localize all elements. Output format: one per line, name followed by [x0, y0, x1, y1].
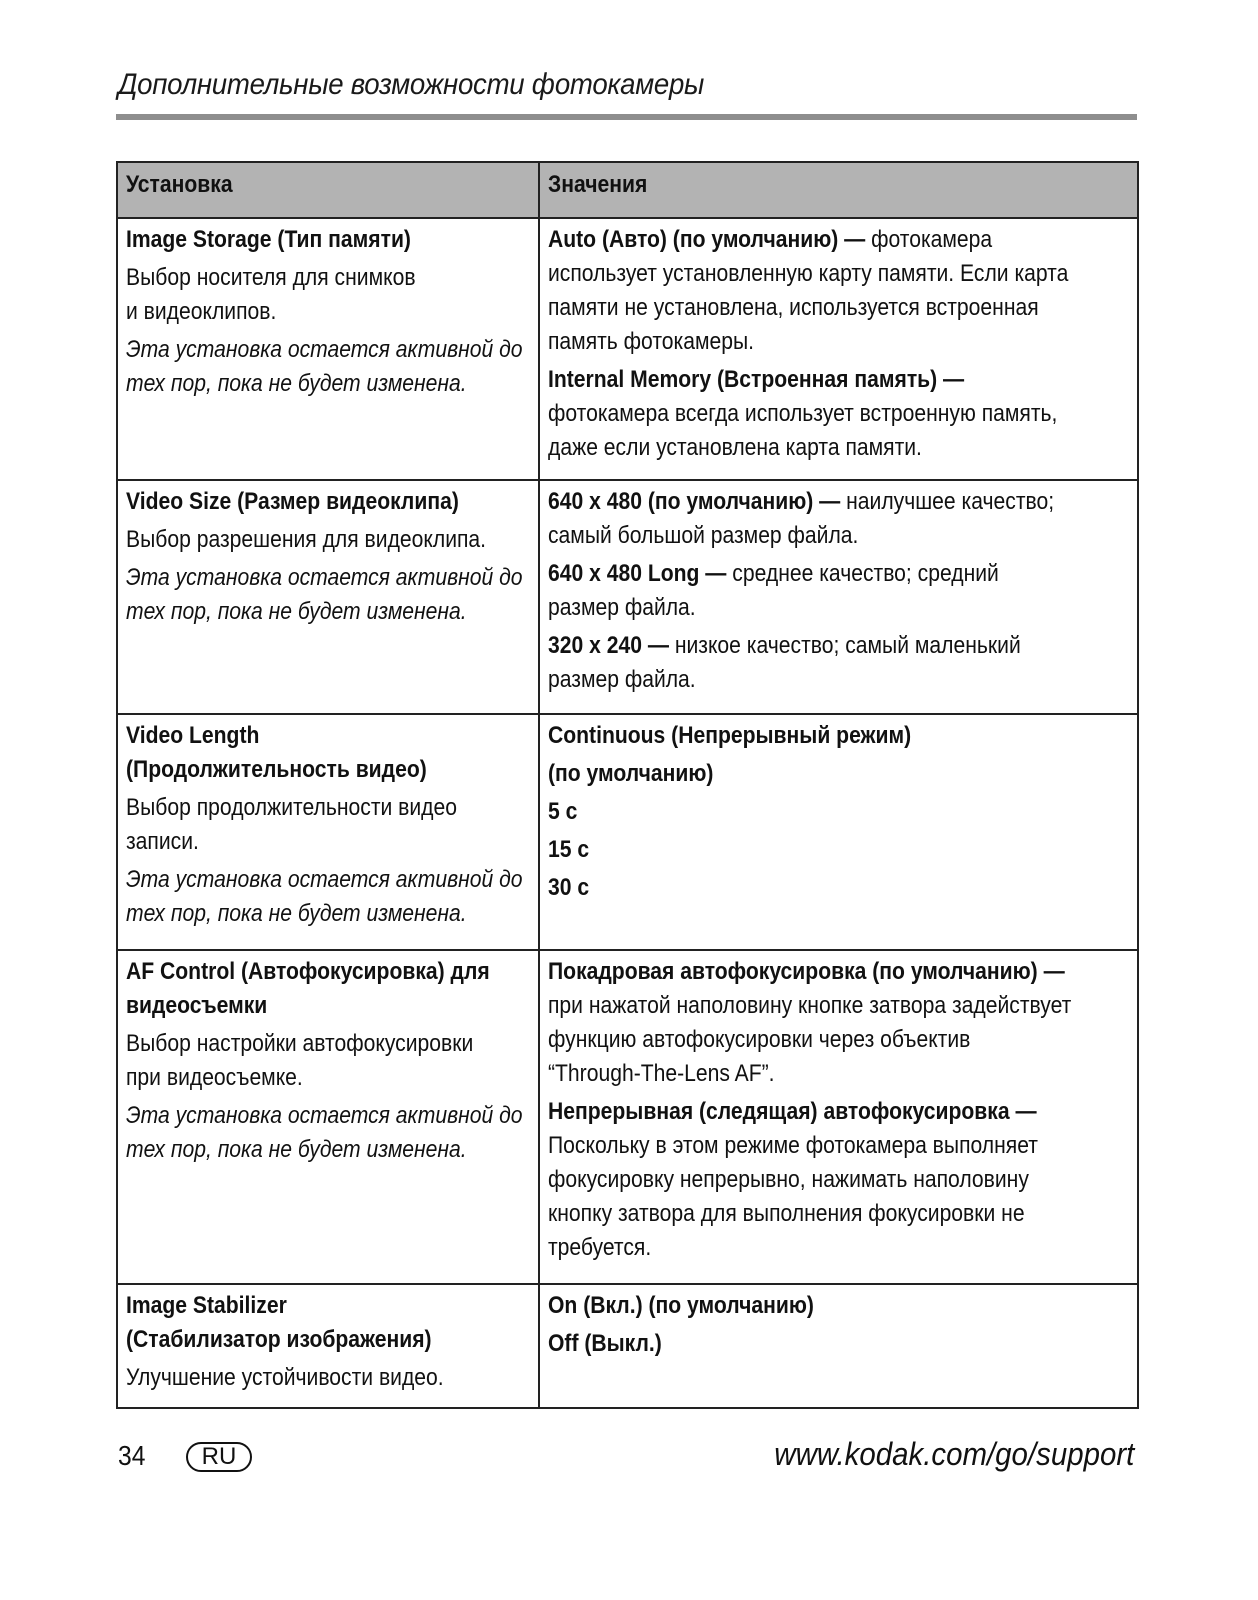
table-row: [117, 950, 1138, 1284]
title-rule: [116, 114, 1137, 120]
value-option: Internal Memory (Встроенная память) —: [548, 366, 965, 393]
table-row: [117, 480, 1138, 714]
table-header-row: [117, 162, 1138, 218]
values-cell: [539, 480, 1138, 714]
value-description: фокусировку непрерывно, нажимать наполовину: [548, 1166, 1029, 1193]
value-option: 5 с: [548, 798, 578, 825]
value-line: [548, 557, 1059, 591]
values-cell: [539, 1284, 1138, 1408]
value-line: [548, 1163, 1059, 1197]
values-cell: [539, 950, 1138, 1284]
value-description: низкое качество; самый маленький: [668, 632, 1021, 659]
value-description: наилучшее качество;: [840, 488, 1055, 515]
value-option: Off (Выкл.): [548, 1330, 662, 1357]
setting-cell: [117, 714, 539, 950]
value-line: [548, 719, 1059, 753]
settings-table: [116, 161, 1139, 1409]
table-row: [117, 1284, 1138, 1408]
value-description: требуется.: [548, 1234, 652, 1261]
value-option: On (Вкл.) (по умолчанию): [548, 1292, 814, 1319]
setting-note: тех пор, пока не будет изменена.: [126, 370, 467, 397]
setting-description: Улучшение устойчивости видео.: [126, 1364, 444, 1391]
setting-name: Video Size (Размер видеоклипа): [126, 488, 459, 515]
value-description: “Through-The-Lens AF”.: [548, 1060, 775, 1087]
value-line: [548, 1095, 1059, 1129]
setting-note: Эта установка остается активной до: [126, 1102, 523, 1129]
setting-description: Выбор настройки автофокусировки: [126, 1030, 474, 1057]
value-line: [548, 833, 1059, 867]
value-line: [548, 1197, 1059, 1231]
setting-name: видеосъемки: [126, 992, 268, 1019]
value-option: Auto (Авто) (по умолчанию) —: [548, 226, 866, 253]
value-line: [548, 663, 1059, 697]
value-option: Continuous (Непрерывный режим): [548, 722, 912, 749]
values-cell: [539, 714, 1138, 950]
value-option: 30 с: [548, 874, 590, 901]
table-row: [117, 714, 1138, 950]
column-header-values: Значения: [539, 162, 1138, 218]
setting-cell: [117, 480, 539, 714]
page-title: Дополнительные возможности фотокамеры: [118, 68, 705, 101]
setting-name: Image Stabilizer: [126, 1292, 287, 1319]
value-description: самый большой размер файла.: [548, 522, 859, 549]
value-line: [548, 223, 1059, 257]
value-line: [548, 519, 1059, 553]
value-description: памяти не установлена, используется встроенная: [548, 294, 1039, 321]
value-line: [548, 485, 1059, 519]
value-description: фотокамера: [865, 226, 993, 253]
setting-description: Выбор продолжительности видео: [126, 794, 457, 821]
value-description: кнопку затвора для выполнения фокусировки не: [548, 1200, 1025, 1227]
setting-description: при видеосъемке.: [126, 1064, 303, 1091]
value-line: [548, 1231, 1059, 1265]
setting-note: Эта установка остается активной до: [126, 336, 523, 363]
setting-cell: [117, 218, 539, 480]
setting-note: Эта установка остается активной до: [126, 564, 523, 591]
value-line: [548, 291, 1059, 325]
value-line: [548, 397, 1059, 431]
setting-note: тех пор, пока не будет изменена.: [126, 900, 467, 927]
table-row: [117, 218, 1138, 480]
values-cell: [539, 218, 1138, 480]
value-option: Покадровая автофокусировка (по умолчанию) —: [548, 958, 1065, 985]
value-line: [548, 1289, 1059, 1323]
setting-name: Image Storage (Тип памяти): [126, 226, 411, 253]
value-option: 320 x 240 —: [548, 632, 669, 659]
setting-name: (Продолжительность видео): [126, 756, 427, 783]
value-option: (по умолчанию): [548, 760, 714, 787]
value-line: [548, 1129, 1059, 1163]
language-badge: RU: [186, 1442, 252, 1472]
value-line: [548, 795, 1059, 829]
value-line: [548, 1023, 1059, 1057]
value-line: [548, 629, 1059, 663]
value-description: при нажатой наполовину кнопке затвора задействует: [548, 992, 1072, 1019]
value-line: [548, 431, 1059, 465]
setting-cell: [117, 1284, 539, 1408]
setting-name: (Стабилизатор изображения): [126, 1326, 432, 1353]
value-description: фотокамера всегда использует встроенную память,: [548, 400, 1058, 427]
value-description: размер файла.: [548, 594, 696, 621]
setting-note: тех пор, пока не будет изменена.: [126, 1136, 467, 1163]
value-line: [548, 989, 1072, 1023]
value-description: использует установленную карту памяти. Если карта: [548, 260, 1069, 287]
value-description: размер файла.: [548, 666, 696, 693]
value-line: [548, 871, 1059, 905]
setting-description: Выбор носителя для снимков: [126, 264, 416, 291]
value-line: [548, 325, 1059, 359]
value-description: память фотокамеры.: [548, 328, 755, 355]
value-line: [548, 757, 1059, 791]
page-number: 34: [118, 1440, 146, 1471]
value-description: даже если установлена карта памяти.: [548, 434, 922, 461]
value-option: 640 x 480 (по умолчанию) —: [548, 488, 841, 515]
column-header-setting: Установка: [117, 162, 539, 218]
value-line: [548, 363, 1059, 397]
setting-name: Video Length: [126, 722, 260, 749]
value-line: [548, 955, 1065, 989]
value-line: [548, 1057, 1059, 1091]
value-line: [548, 1327, 1059, 1361]
value-line: [548, 257, 1069, 291]
value-option: Непрерывная (следящая) автофокусировка —: [548, 1098, 1037, 1125]
support-url: www.kodak.com/go/support: [774, 1436, 1134, 1472]
setting-cell: [117, 950, 539, 1284]
value-option: 640 x 480 Long —: [548, 560, 727, 587]
value-description: функцию автофокусировки через объектив: [548, 1026, 971, 1053]
value-option: 15 с: [548, 836, 590, 863]
value-description: Поскольку в этом режиме фотокамера выполняет: [548, 1132, 1038, 1159]
setting-description: Выбор разрешения для видеоклипа.: [126, 526, 487, 553]
setting-note: Эта установка остается активной до: [126, 866, 523, 893]
setting-description: и видеоклипов.: [126, 298, 277, 325]
setting-name: AF Control (Автофокусировка) для: [126, 958, 490, 985]
setting-description: записи.: [126, 828, 199, 855]
setting-note: тех пор, пока не будет изменена.: [126, 598, 467, 625]
value-line: [548, 591, 1059, 625]
value-description: среднее качество; средний: [726, 560, 999, 587]
